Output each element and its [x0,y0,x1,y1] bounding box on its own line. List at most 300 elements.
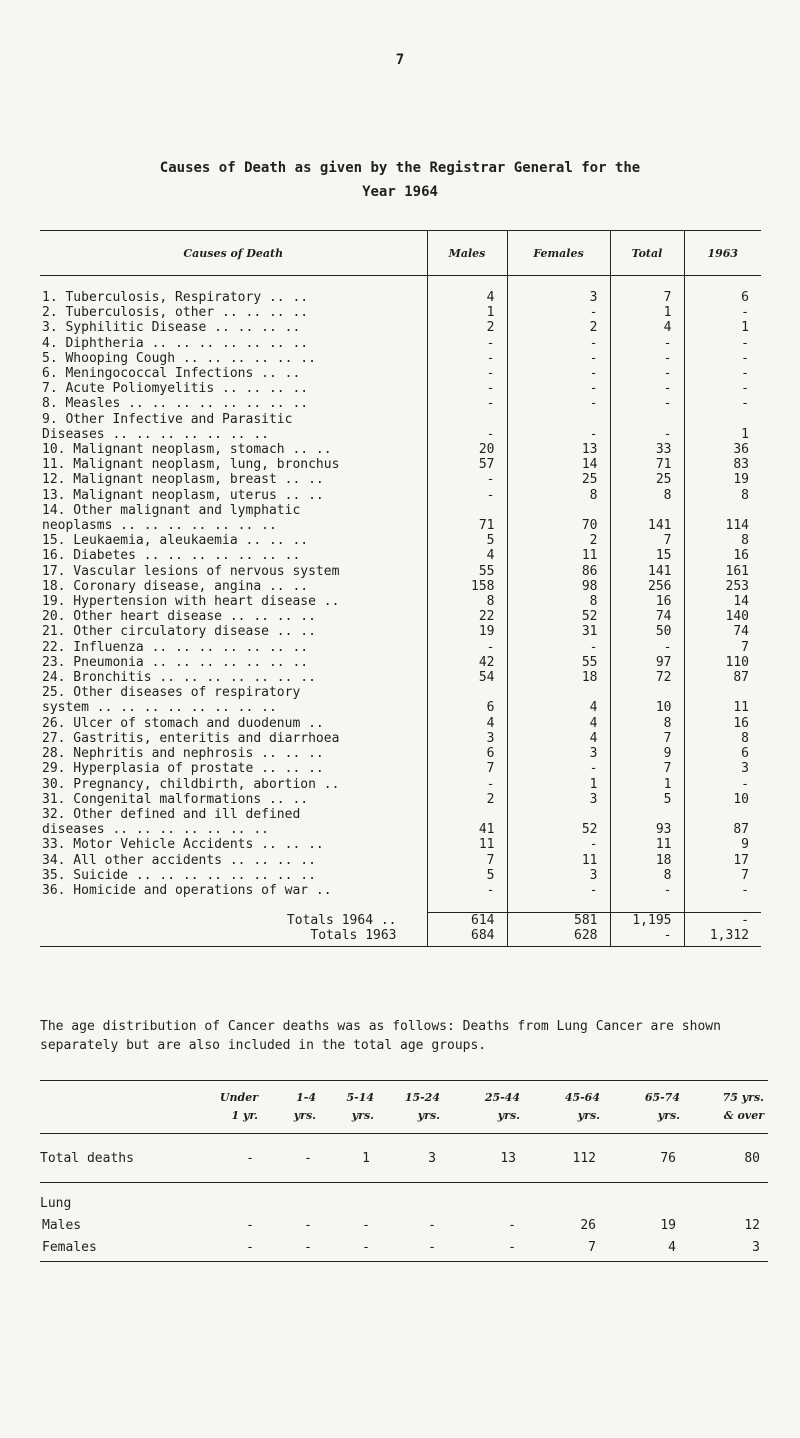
age-header-line-2: yrs. [577,1109,600,1122]
females-cell: 13 [507,442,610,457]
causes-of-death-table [40,230,760,947]
lung-females-value: - [190,1236,262,1262]
table-row [40,731,761,746]
age-header-row [40,1081,768,1134]
cause-cell: 33. Motor Vehicle Accidents .. .. .. [42,837,324,853]
y1963-cell [684,412,761,427]
y1963-cell: - [684,366,761,381]
cause-cell: 11. Malignant neoplasm, lung, bronchus [42,457,340,473]
males-cell: - [427,381,507,396]
cause-cell: system .. .. .. .. .. .. .. .. [42,700,277,716]
males-cell: 4 [427,290,507,305]
total-cell: 71 [610,457,684,472]
total-cell: 4 [610,320,684,335]
age-distribution-table [40,1080,768,1262]
y1963-cell: 8 [684,533,761,548]
males-cell: 5 [427,533,507,548]
females-cell: - [507,427,610,442]
y1963-cell: 3 [684,761,761,776]
females-cell: 70 [507,518,610,533]
table-row [40,624,761,639]
y1963-cell: 6 [684,290,761,305]
females-cell: - [507,761,610,776]
age-group-header [190,1081,262,1134]
total-cell: 9 [610,746,684,761]
header-causes: Causes of Death [40,231,427,276]
males-cell: 20 [427,442,507,457]
males-cell: - [427,883,507,898]
males-cell: - [427,427,507,442]
y1963-cell: 8 [684,488,761,503]
total-cell: 18 [610,853,684,868]
y1963-cell: 87 [684,670,761,685]
total-cell: - [610,928,684,946]
table-row [40,853,761,868]
table-row [40,579,761,594]
spacer-cell [507,898,610,913]
spacer-row [40,276,761,291]
total-cell: 16 [610,594,684,609]
cause-cell: 27. Gastritis, enteritis and diarrhoea [42,730,340,746]
age-group-header [262,1081,320,1134]
age-header-line-2: yrs. [351,1109,374,1122]
females-cell [507,685,610,700]
cause-cell: 5. Whooping Cough .. .. .. .. .. .. [42,350,316,366]
total-cell: 1 [610,777,684,792]
age-group-header [604,1081,684,1134]
table-row [40,655,761,670]
y1963-cell [684,685,761,700]
cause-cell: 28. Nephritis and nephrosis .. .. .. [42,746,324,762]
y1963-cell: 83 [684,457,761,472]
table-row [40,518,761,533]
y1963-cell: 14 [684,594,761,609]
age-group-header [524,1081,604,1134]
cause-cell: neoplasms .. .. .. .. .. .. .. [42,518,277,534]
males-cell: 8 [427,594,507,609]
cause-cell: 36. Homicide and operations of war .. [42,882,332,898]
total-deaths-value: 76 [604,1134,684,1183]
females-cell: 3 [507,868,610,883]
table-row [40,381,761,396]
cause-cell: 15. Leukaemia, aleukaemia .. .. .. [42,533,309,549]
y1963-cell: - [684,336,761,351]
lung-males-value: - [362,1217,370,1233]
total-cell: 8 [610,716,684,731]
lung-males-value: - [304,1217,312,1233]
table-row [40,746,761,761]
total-cell: 72 [610,670,684,685]
total-deaths-value: - [262,1134,320,1183]
total-cell: 141 [610,564,684,579]
y1963-cell: 11 [684,700,761,715]
males-cell: 4 [427,548,507,563]
age-header-line-2: yrs. [417,1109,440,1122]
males-label: Males [42,1217,82,1233]
y1963-cell: 74 [684,624,761,639]
page-title [40,156,760,204]
cause-cell: 3. Syphilitic Disease .. .. .. .. [42,320,301,336]
y1963-cell: 140 [684,609,761,624]
y1963-cell: - [684,396,761,411]
lung-females-value: - [378,1236,444,1262]
table-body [40,276,761,947]
age-header-line-2: yrs. [293,1109,316,1122]
females-cell: - [507,883,610,898]
males-cell: 684 [427,928,507,946]
total-deaths-value: 3 [378,1134,444,1183]
age-header-line-2: & over [723,1109,764,1122]
total-cell: 7 [610,290,684,305]
table-row [40,609,761,624]
totals-label: Totals 1963 [40,928,427,946]
table-row [40,685,761,700]
females-cell: 98 [507,579,610,594]
cause-cell: 35. Suicide .. .. .. .. .. .. .. .. [42,867,316,883]
table-row [40,777,761,792]
y1963-cell [684,807,761,822]
header-blank [40,1081,190,1134]
females-cell: - [507,837,610,852]
total-deaths-label: Total deaths [40,1134,190,1183]
table-row [40,427,761,442]
total-cell: 74 [610,609,684,624]
table-row [40,837,761,852]
total-cell: - [610,381,684,396]
females-cell: 2 [507,533,610,548]
y1963-cell: 7 [684,640,761,655]
table-row [40,320,761,335]
cause-cell: 32. Other defined and ill defined [42,806,301,822]
lung-females-value: 4 [604,1236,684,1262]
cause-cell: 26. Ulcer of stomach and duodenum .. [42,715,324,731]
cause-cell: 30. Pregnancy, childbirth, abortion .. [42,776,340,792]
males-cell: 57 [427,457,507,472]
cause-cell: 2. Tuberculosis, other .. .. .. .. [42,305,309,321]
header-males: Males [427,231,507,276]
total-cell: 5 [610,792,684,807]
age-header-line-1: 15-24 [404,1091,440,1104]
age-header-line-1: Under [219,1091,258,1104]
total-cell: - [610,366,684,381]
y1963-cell: 114 [684,518,761,533]
cause-cell: 4. Diphtheria .. .. .. .. .. .. .. [42,335,309,351]
males-cell: 55 [427,564,507,579]
table-row [40,594,761,609]
table-row [40,457,761,472]
females-label: Females [40,1236,190,1262]
table-row [40,503,761,518]
age-group-header [684,1081,768,1134]
total-cell: 97 [610,655,684,670]
females-cell: 8 [507,594,610,609]
females-cell: 4 [507,716,610,731]
y1963-cell: - [684,883,761,898]
total-cell: 7 [610,731,684,746]
age-header-line-1: 1-4 [296,1091,316,1104]
lung-males-value: 12 [744,1217,760,1233]
table-row [40,640,761,655]
y1963-cell: - [684,305,761,320]
y1963-cell: 6 [684,746,761,761]
cause-cell: 19. Hypertension with heart disease .. [42,594,340,610]
cause-cell: 31. Congenital malformations .. .. [42,791,309,807]
y1963-cell: 87 [684,822,761,837]
lung-males-value: - [246,1217,254,1233]
males-cell: 42 [427,655,507,670]
spacer-cell [40,898,427,913]
table-row [40,716,761,731]
title-line-2: Year 1964 [362,184,438,200]
cause-cell: 17. Vascular lesions of nervous system [42,563,340,579]
lung-females-value: - [320,1236,378,1262]
males-cell: 7 [427,853,507,868]
males-cell: 71 [427,518,507,533]
males-cell: - [427,366,507,381]
age-header-line-2: 1 yr. [231,1109,258,1122]
total-deaths-value: - [190,1134,262,1183]
cause-cell: 23. Pneumonia .. .. .. .. .. .. .. [42,654,309,670]
females-cell: - [507,366,610,381]
age-header-line-1: 5-14 [346,1091,374,1104]
table-header-row [40,231,761,276]
table-row [40,700,761,715]
females-cell: 31 [507,624,610,639]
lung-females-value: 7 [524,1236,604,1262]
y1963-cell: 16 [684,716,761,731]
table-row [40,792,761,807]
males-cell: 54 [427,670,507,685]
females-cell: - [507,351,610,366]
females-cell: - [507,305,610,320]
cause-cell: 9. Other Infective and Parasitic [42,411,293,427]
total-cell: - [610,640,684,655]
males-cell [427,807,507,822]
lung-males-value: 19 [660,1217,676,1233]
table-row [40,366,761,381]
total-deaths-value: 13 [444,1134,524,1183]
total-cell: 93 [610,822,684,837]
cause-cell: 6. Meningococcal Infections .. .. [42,366,301,382]
y1963-cell: - [684,351,761,366]
total-cell: 33 [610,442,684,457]
cause-cell: 22. Influenza .. .. .. .. .. .. .. [42,639,309,655]
males-cell: 614 [427,913,507,929]
females-cell: 628 [507,928,610,946]
males-cell: 41 [427,822,507,837]
females-cell: 4 [507,700,610,715]
total-deaths-row [40,1134,768,1183]
age-group-header [444,1081,524,1134]
total-cell: 7 [610,533,684,548]
males-cell: 11 [427,837,507,852]
table-row [40,290,761,305]
females-cell: 14 [507,457,610,472]
total-cell [610,807,684,822]
cause-cell: 34. All other accidents .. .. .. .. [42,852,316,868]
y1963-cell: 10 [684,792,761,807]
cause-cell: 18. Coronary disease, angina .. .. [42,578,309,594]
females-cell [507,807,610,822]
total-cell: 8 [610,868,684,883]
females-cell: - [507,396,610,411]
table-row [40,305,761,320]
age-header-line-1: 65-74 [644,1091,680,1104]
lung-males-value: - [508,1217,516,1233]
cause-cell: 8. Measles .. .. .. .. .. .. .. .. [42,396,309,412]
table-row [40,336,761,351]
females-cell [507,503,610,518]
y1963-cell: 1 [684,320,761,335]
females-cell: 11 [507,853,610,868]
total-cell: 1 [610,305,684,320]
table-row [40,488,761,503]
totals-label: Totals 1964 .. [286,912,397,928]
total-cell: 1,195 [610,913,684,929]
females-cell: 3 [507,746,610,761]
total-cell: 256 [610,579,684,594]
cause-cell: 25. Other diseases of respiratory [42,685,301,701]
lung-females-value: - [444,1236,524,1262]
table-row [40,822,761,837]
lung-males-value: - [428,1217,436,1233]
females-cell [507,412,610,427]
total-cell: - [610,427,684,442]
cause-cell: 13. Malignant neoplasm, uterus .. .. [42,487,324,503]
cause-cell: diseases .. .. .. .. .. .. .. [42,822,269,838]
y1963-cell: 9 [684,837,761,852]
table-row [40,533,761,548]
table-row [40,412,761,427]
males-cell: 7 [427,761,507,776]
table-row [40,548,761,563]
totals-row [40,913,761,929]
y1963-cell: 17 [684,853,761,868]
females-cell: 52 [507,822,610,837]
total-cell: - [610,883,684,898]
total-cell: 7 [610,761,684,776]
total-cell: 50 [610,624,684,639]
males-cell: 3 [427,731,507,746]
total-deaths-value: 80 [684,1134,768,1183]
females-cell: - [507,336,610,351]
total-deaths-value: 112 [524,1134,604,1183]
page-number: 7 [395,52,405,68]
lung-females-row [40,1236,768,1262]
cause-cell: 16. Diabetes .. .. .. .. .. .. .. [42,548,301,564]
table-row [40,670,761,685]
cause-cell: 14. Other malignant and lymphatic [42,502,301,518]
title-line-1: Causes of Death as given by the Registrar General for the [159,160,641,176]
males-cell: 4 [427,716,507,731]
y1963-cell: 19 [684,472,761,487]
males-cell: - [427,488,507,503]
total-cell: 25 [610,472,684,487]
cause-cell: 7. Acute Poliomyelitis .. .. .. .. [42,381,309,397]
lung-females-value: 3 [684,1236,768,1262]
females-cell: 11 [507,548,610,563]
table-row [40,472,761,487]
header-1963: 1963 [684,231,761,276]
lung-label: Lung [40,1195,72,1211]
males-cell: - [427,777,507,792]
males-cell [427,503,507,518]
females-cell: 25 [507,472,610,487]
males-cell: 19 [427,624,507,639]
y1963-cell [684,503,761,518]
males-cell: - [427,396,507,411]
cause-cell: 1. Tuberculosis, Respiratory .. .. [42,290,309,305]
spacer-cell [684,898,761,913]
table-row [40,883,761,898]
cause-cell: 24. Bronchitis .. .. .. .. .. .. .. [42,670,316,686]
males-cell: 22 [427,609,507,624]
table-row [40,761,761,776]
total-cell: 8 [610,488,684,503]
table-row [40,351,761,366]
total-cell: 11 [610,837,684,852]
females-cell: 55 [507,655,610,670]
y1963-cell: 110 [684,655,761,670]
females-cell: 18 [507,670,610,685]
lung-heading-row [40,1183,768,1215]
header-females: Females [507,231,610,276]
age-header-line-1: 25-44 [484,1091,520,1104]
total-cell: - [610,336,684,351]
males-cell: 5 [427,868,507,883]
males-cell: 2 [427,320,507,335]
cause-cell: 12. Malignant neoplasm, breast .. .. [42,472,324,488]
females-cell: 86 [507,564,610,579]
cause-cell: 21. Other circulatory disease .. .. [42,624,316,640]
males-cell: 158 [427,579,507,594]
spacer-row [40,898,761,913]
age-header-line-1: 75 yrs. [722,1091,764,1104]
males-cell: 1 [427,305,507,320]
y1963-cell: 16 [684,548,761,563]
table-row [40,442,761,457]
age-distribution-paragraph: The age distribution of Cancer deaths was as follows: Deaths from Lung Cancer are shown separately but are also included in the total age groups. [40,1019,721,1053]
total-cell: - [610,396,684,411]
females-cell: 4 [507,731,610,746]
y1963-cell: 161 [684,564,761,579]
males-cell: - [427,351,507,366]
age-header-line-1: 45-64 [564,1091,600,1104]
total-deaths-value: 1 [320,1134,378,1183]
males-cell: 2 [427,792,507,807]
males-cell: - [427,640,507,655]
females-cell: 3 [507,290,610,305]
totals-row [40,928,761,946]
total-cell: 15 [610,548,684,563]
total-cell: 10 [610,700,684,715]
total-cell [610,685,684,700]
females-cell: 8 [507,488,610,503]
cause-cell: 29. Hyperplasia of prostate .. .. .. [42,761,324,777]
total-cell: 141 [610,518,684,533]
total-cell [610,503,684,518]
age-group-header [320,1081,378,1134]
lung-males-row [40,1214,768,1236]
table-row [40,564,761,579]
females-cell: 2 [507,320,610,335]
y1963-cell: 253 [684,579,761,594]
y1963-cell: 8 [684,731,761,746]
cause-cell: Diseases .. .. .. .. .. .. .. [42,426,269,442]
cause-cell: 20. Other heart disease .. .. .. .. [42,609,316,625]
y1963-cell: - [684,777,761,792]
males-cell: 6 [427,700,507,715]
